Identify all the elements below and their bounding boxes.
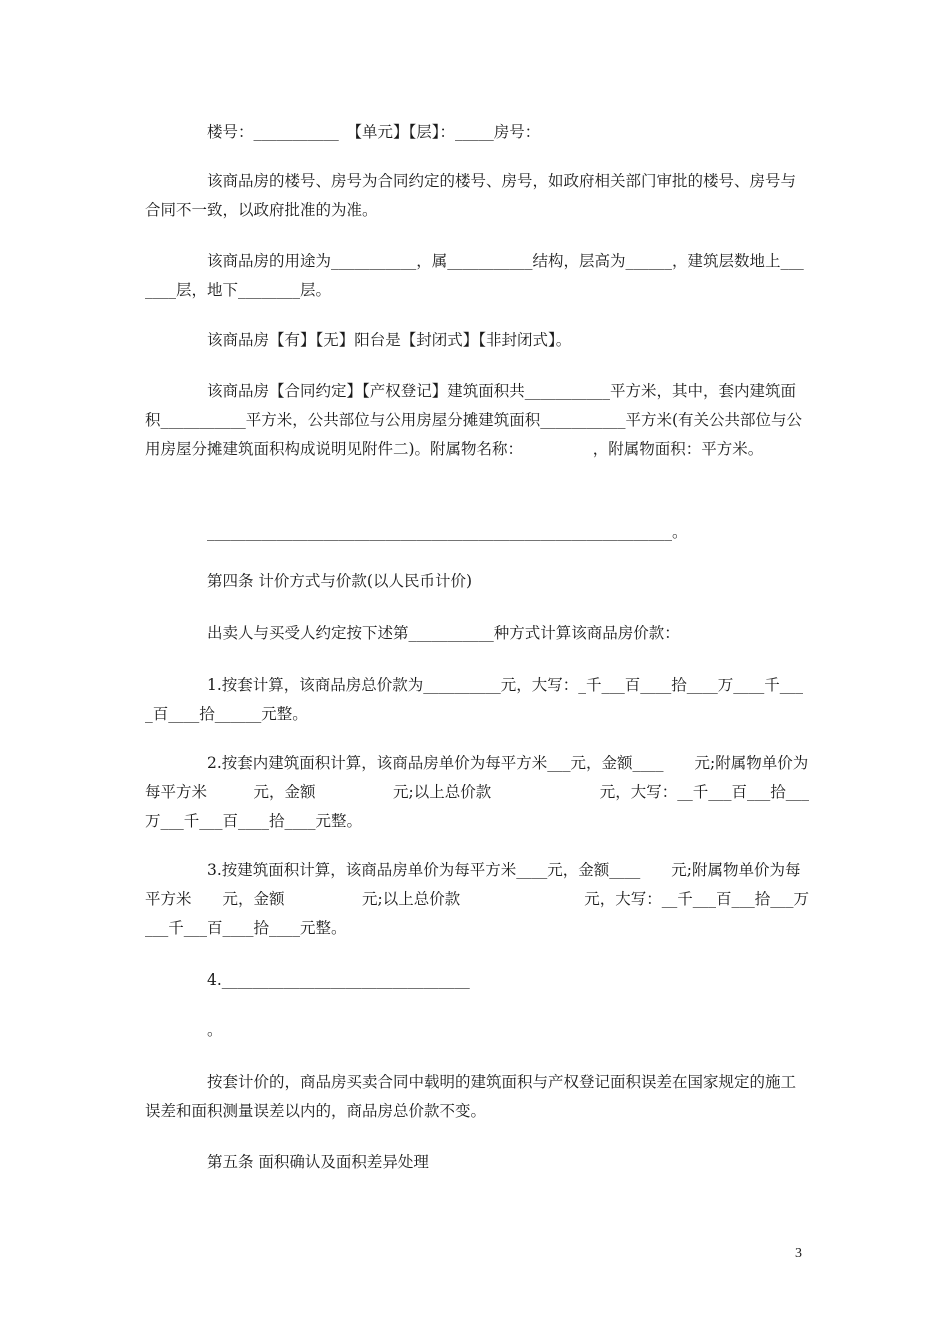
pricing-option-2: 2.按套内建筑面积计算，该商品房单价为每平方米___元，金额____ 元;附属物单价为每平方米 元，金额 元;以上总价款 元，大写：__千___百___拾___万___千___百____拾____元整。 [145, 754, 809, 830]
area-clause: 该商品房【合同约定】【产权登记】建筑面积共___________平方米，其中，套内建筑面积___________平方米，公共部位与公用房屋分摊建筑面积___________平方米(有关公共部位与公用房屋分摊建筑面积构成说明见附件二)。附属物名称： ，附属物面积：平方米。 [145, 382, 803, 458]
usage-structure-clause: 该商品房的用途为___________，属___________结构，层高为______，建筑层数地上_______层，地下________层。 [145, 252, 804, 299]
pricing-option-1: 1.按套计算，该商品房总价款为__________元，大写：_千___百____拾____万____千____百____拾______元整。 [145, 676, 804, 723]
room-number-clause: 该商品房的楼号、房号为合同约定的楼号、房号，如政府相关部门审批的楼号、房号与合同不一致，以政府批准的为准。 [145, 172, 797, 219]
per-set-pricing-clause: 按套计价的，商品房买卖合同中载明的建筑面积与产权登记面积误差在国家规定的施工误差和面积测量误差以内的，商品房总价款不变。 [145, 1073, 797, 1120]
pricing-option-4: 4.________________________________ [207, 971, 470, 989]
building-room-number-line: 楼号：___________ 【单元】【层】：_____房号： [207, 123, 541, 141]
pricing-method-clause: 出卖人与买受人约定按下述第___________种方式计算该商品房价款： [207, 624, 680, 642]
blank-line: ____________________________________________________________。 [207, 523, 688, 541]
pricing-option-4-end: 。 [207, 1021, 223, 1039]
article-five-heading: 第五条 面积确认及面积差异处理 [207, 1153, 429, 1171]
page-number: 3 [795, 1246, 802, 1261]
article-four-heading: 第四条 计价方式与价款(以人民币计价) [207, 572, 473, 590]
pricing-option-3: 3.按建筑面积计算，该商品房单价为每平方米____元，金额____ 元;附属物单价为每平方米 元，金额 元;以上总价款 元，大写：__千___百___拾___万___千___百____拾____元整。 [145, 861, 809, 937]
balcony-clause: 该商品房【有】【无】阳台是【封闭式】【非封闭式】。 [207, 331, 572, 349]
